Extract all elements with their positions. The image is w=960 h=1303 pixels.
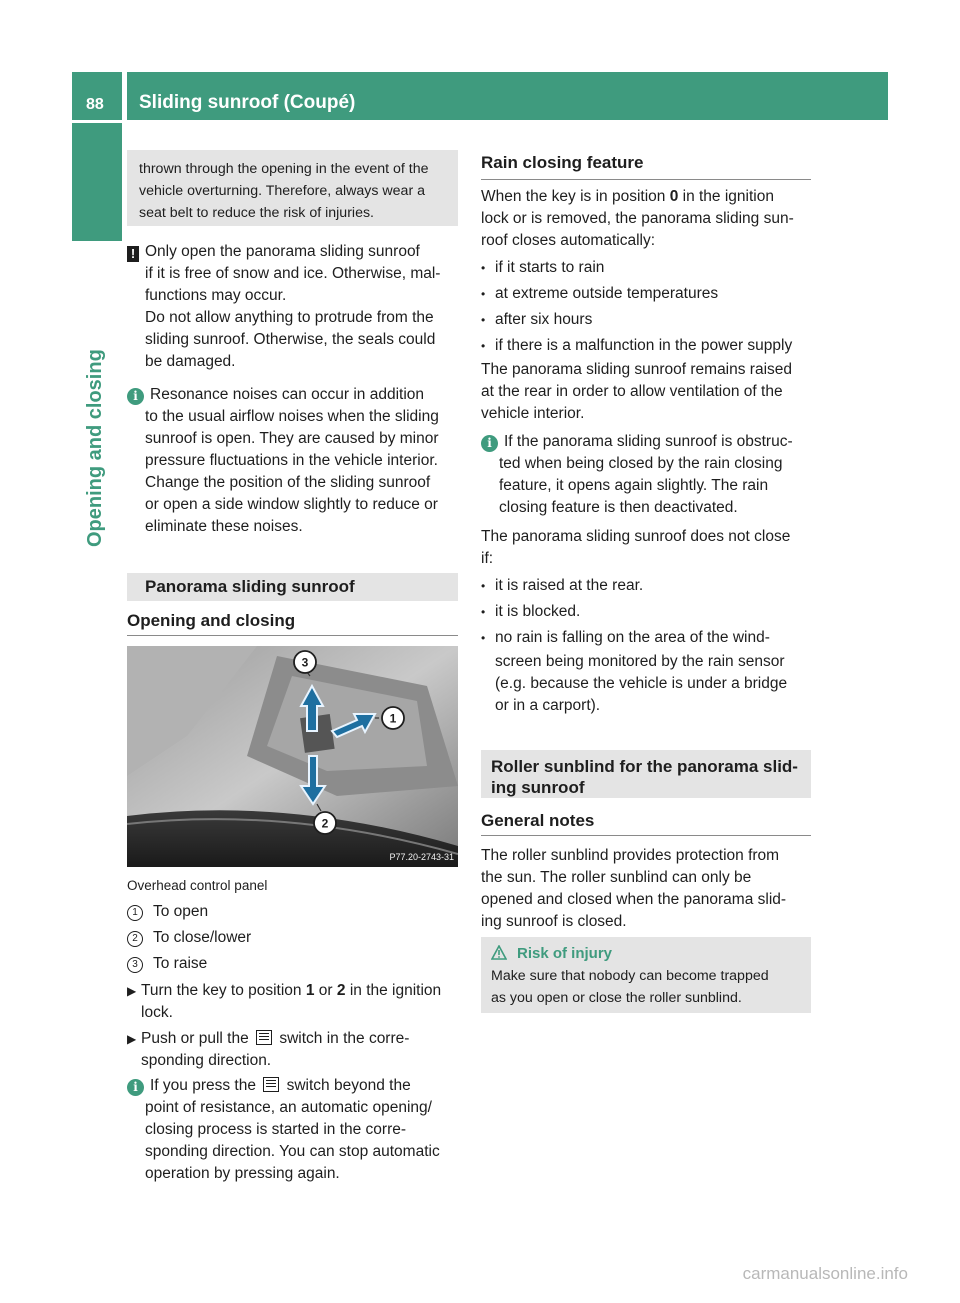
step-arrow-icon: ▶ — [127, 1032, 137, 1046]
exclamation-icon: ! — [127, 246, 139, 262]
list-item: • at extreme outside temperatures — [481, 285, 719, 302]
subheading-general-notes: General notes — [481, 811, 811, 836]
photo-caption: Overhead control panel — [127, 878, 268, 893]
overhead-panel-photo — [127, 646, 458, 867]
info-line: closing feature is then deactivated. — [499, 499, 738, 516]
legend-text: To close/lower — [153, 929, 252, 946]
info-block-resonance — [127, 384, 462, 538]
legend-item — [127, 899, 462, 925]
step-push-pull: ▶ Push or pull the switch in the corre- — [127, 1028, 462, 1050]
info-line: or open a side window slightly to reduce or — [145, 496, 438, 513]
info-block-obstructed — [481, 431, 816, 519]
list-item: • after six hours — [481, 311, 593, 328]
note-line: sliding sunroof. Otherwise, the seals could — [145, 331, 436, 348]
text-line: the sun. The roller sunblind can only be — [481, 869, 752, 886]
info-line: closing process is started in the corre- — [145, 1121, 407, 1138]
text-line: (e.g. because the vehicle is under a bridge — [495, 675, 788, 692]
heading-line: Roller sunblind for the panorama slid- — [491, 757, 798, 776]
legend-number-2: 2 — [127, 931, 143, 947]
info-line: pressure fluctuations in the vehicle interior. — [145, 452, 438, 469]
warning-continuation-text: thrown through the opening in the event of the vehicle overturning. Therefore, always wear a seat belt to reduce the risk of injuries. — [139, 161, 429, 221]
text-line: screen being monitored by the rain sensor — [495, 653, 785, 670]
warning-text: Make sure that nobody can become trapped — [491, 968, 769, 984]
note-block — [127, 241, 462, 373]
info-line: Resonance noises can occur in addition — [150, 386, 425, 403]
warning-box — [481, 937, 811, 1013]
text-line: roof closes automatically: — [481, 232, 656, 249]
subheading-rain-closing: Rain closing feature — [481, 153, 811, 180]
legend-text: To raise — [153, 955, 208, 972]
text-line: opened and closed when the panorama slid- — [481, 891, 787, 908]
watermark: carmanualsonline.info — [742, 1264, 908, 1283]
list-item: • no rain is falling on the area of the wind- — [481, 629, 770, 646]
warning-title: Risk of injury — [517, 945, 613, 962]
note-line: Only open the panorama sliding sunroof — [145, 243, 420, 260]
callout-1: 1 — [389, 711, 397, 726]
side-tab-block — [72, 123, 122, 241]
section-heading-roller-sunblind — [481, 750, 811, 798]
text-line: if: — [481, 550, 494, 567]
caption-block — [127, 877, 462, 977]
text-line: or in a carport). — [495, 697, 601, 714]
note-line: be damaged. — [145, 353, 236, 370]
info-line: eliminate these noises. — [145, 518, 303, 535]
sunroof-switch-icon — [263, 1077, 279, 1092]
text-line: vehicle interior. — [481, 405, 585, 422]
info-icon: i — [481, 435, 498, 452]
list-item: • it is blocked. — [481, 603, 581, 620]
step-line: sponding direction. — [141, 1052, 272, 1069]
text-line: The panorama sliding sunroof remains raised — [481, 361, 793, 378]
page-title: Sliding sunroof (Coupé) — [127, 72, 888, 120]
list-item: • if it starts to rain — [481, 259, 605, 276]
instruction-steps — [127, 980, 462, 1072]
list-item: • if there is a malfunction in the power supply — [481, 337, 793, 354]
section-heading-panorama: Panorama sliding sunroof — [127, 573, 458, 601]
info-line: If the panorama sliding sunroof is obstruc- — [504, 433, 793, 450]
legend-number-1: 1 — [127, 905, 143, 921]
info-icon: i — [127, 1079, 144, 1096]
info-line: Change the position of the sliding sunroof — [145, 474, 431, 491]
info-line: to the usual airflow noises when the sliding — [145, 408, 439, 425]
info-line: ted when being closed by the rain closing — [499, 455, 783, 472]
info-line: feature, it opens again slightly. The rain — [499, 477, 769, 494]
legend-item — [127, 951, 462, 977]
page-number: 88 — [72, 72, 122, 120]
photo-code: P77.20-2743-31 — [389, 852, 454, 862]
rain-intro: When the key is in position 0 in the ignition lock or is removed, the panorama sliding sun- roof closes automatically: • if it starts to rain • at extreme outside temperatures • after six hours • if there is a malfunction in the power supply The panorama sliding sunroof remains raised at the rear in order to allow ventilation of the vehicle interior. — [481, 186, 816, 425]
text-line: ing sunroof is closed. — [481, 913, 627, 930]
step-turn-key: ▶ Turn the key to position 1 or 2 in the ignition — [127, 980, 462, 1002]
not-close-block — [481, 526, 816, 717]
sunroof-switch-icon — [256, 1030, 272, 1045]
legend-item — [127, 925, 462, 951]
callout-2: 2 — [321, 816, 329, 831]
heading-line: ing sunroof — [491, 778, 585, 797]
legend-text: To open — [153, 903, 209, 920]
callout-3: 3 — [301, 655, 309, 670]
info-block-automatic: i If you press the switch beyond the point of resistance, an automatic opening/ closing process is started in the corre- sponding direction. You can stop automatic operation by pressing again. — [127, 1075, 462, 1185]
note-line: if it is free of snow and ice. Otherwise, mal- — [145, 265, 441, 282]
step-arrow-icon: ▶ — [127, 984, 137, 998]
text-line: at the rear in order to allow ventilation of the — [481, 383, 783, 400]
warning-triangle-icon — [491, 945, 507, 960]
text-line: lock or is removed, the panorama sliding sun- — [481, 210, 794, 227]
side-tab-label: Opening and closing — [84, 349, 106, 547]
info-icon: i — [127, 388, 144, 405]
legend-number-3: 3 — [127, 957, 143, 973]
step-line: lock. — [141, 1004, 173, 1021]
list-item: • it is raised at the rear. — [481, 577, 644, 594]
info-line: sponding direction. You can stop automatic — [145, 1143, 440, 1160]
warning-text: as you open or close the roller sunblind. — [491, 990, 742, 1006]
note-line: functions may occur. — [145, 287, 287, 304]
general-notes-text — [481, 845, 816, 933]
info-line: point of resistance, an automatic opening/ — [145, 1099, 432, 1116]
warning-continuation-box — [127, 150, 458, 226]
info-line: operation by pressing again. — [145, 1165, 340, 1182]
subheading-opening-closing: Opening and closing — [127, 611, 458, 636]
side-tab — [72, 247, 122, 547]
info-line: sunroof is open. They are caused by minor — [145, 430, 439, 447]
text-line: The panorama sliding sunroof does not close — [481, 528, 791, 545]
note-line: Do not allow anything to protrude from the — [145, 309, 434, 326]
text-line: The roller sunblind provides protection from — [481, 847, 780, 864]
